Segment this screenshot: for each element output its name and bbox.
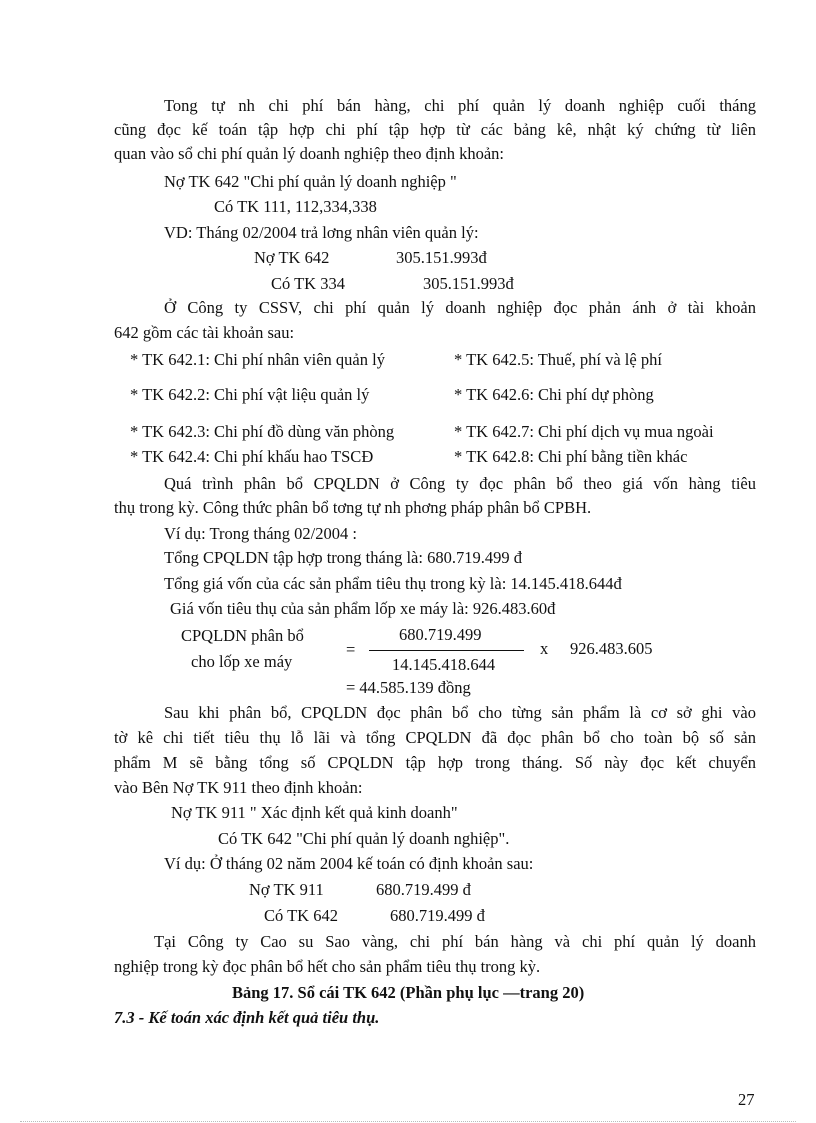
account-item: * TK 642.2: Chi phí vật liệu quản lý (130, 385, 370, 404)
paragraph-line: vào Bên Nợ TK 911 theo định khoản: (114, 778, 363, 797)
paragraph-line: 642 gồm các tài khoản sau: (114, 323, 295, 342)
formula-denominator: 14.145.418.644 (392, 655, 496, 674)
paragraph-line: Giá vốn tiêu thụ của sản phẩm lốp xe máy là: 926.483.60đ (170, 599, 556, 618)
entry-debit: Nợ TK 642 "Chi phí quản lý doanh nghiệp " (164, 172, 457, 191)
paragraph-line: Ở Công ty CSSV, chi phí quản lý doanh nghiệp đọc phản ánh ở tài khoản (164, 298, 756, 317)
paragraph-line: Tại Công ty Cao su Sao vàng, chi phí bán hàng và chi phí quản lý doanh (154, 932, 756, 951)
entry-credit-amount: 680.719.499 đ (390, 906, 485, 925)
paragraph-line: phẩm M sẽ bằng tổng số CPQLDN tập hợp trong tháng. Số này đọc kết chuyển (114, 753, 756, 772)
formula-multiplier: 926.483.605 (570, 639, 653, 658)
formula-label: cho lốp xe máy (191, 652, 293, 671)
formula-numerator: 680.719.499 (399, 625, 482, 644)
entry-credit: Có TK 642 "Chi phí quản lý doanh nghiệp". (218, 829, 510, 848)
fraction-bar (369, 650, 524, 651)
page-bottom-divider (20, 1121, 796, 1122)
paragraph-line: Tổng CPQLDN tập hợp trong tháng là: 680.719.499 đ (164, 548, 522, 567)
paragraph-line: tờ kê chi tiết tiêu thụ lỗ lãi và tổng CPQLDN đã đọc phân bổ cho toàn bộ số sản (114, 728, 756, 747)
example-line: Ví dụ: Ở tháng 02 năm 2004 kế toán có định khoản sau: (164, 854, 534, 873)
entry-debit-amount: 305.151.993đ (396, 248, 487, 267)
entry-credit-account: Có TK 334 (271, 274, 345, 293)
entry-debit-account: Nợ TK 911 (249, 880, 324, 899)
entry-debit-amount: 680.719.499 đ (376, 880, 471, 899)
paragraph-line: thụ trong kỳ. Công thức phân bổ tơng tự nh phơng pháp phân bổ CPBH. (114, 498, 592, 517)
paragraph-line: cũng đọc kế toán tập hợp chi phí tập hợp từ các bảng kê, nhật ký chứng từ liên (114, 120, 756, 139)
account-item: * TK 642.8: Chi phí bằng tiền khác (454, 447, 688, 466)
page-number: 27 (738, 1090, 755, 1109)
paragraph-line: quan vào sổ chi phí quản lý doanh nghiệp theo định khoản: (114, 144, 504, 163)
example-line: VD: Tháng 02/2004 trả lơng nhân viên quản lý: (164, 223, 479, 242)
table-caption: Bảng 17. Sổ cái TK 642 (Phần phụ lục —trang 20) (232, 983, 585, 1002)
paragraph-line: Tổng giá vốn của các sản phẩm tiêu thụ trong kỳ là: 14.145.418.644đ (164, 574, 622, 593)
entry-credit-amount: 305.151.993đ (423, 274, 514, 293)
entry-credit-account: Có TK 642 (264, 906, 338, 925)
account-item: * TK 642.7: Chi phí dịch vụ mua ngoài (454, 422, 714, 441)
example-line: Ví dụ: Trong tháng 02/2004 : (164, 524, 357, 543)
formula-label: CPQLDN phân bổ (181, 626, 304, 645)
entry-credit: Có TK 111, 112,334,338 (214, 197, 377, 216)
formula-times: x (540, 639, 549, 658)
formula-result: = 44.585.139 đồng (346, 678, 471, 697)
account-item: * TK 642.4: Chi phí khấu hao TSCĐ (130, 447, 374, 466)
formula-equals: = (346, 640, 356, 659)
entry-debit: Nợ TK 911 " Xác định kết quả kinh doanh" (171, 803, 458, 822)
entry-debit-account: Nợ TK 642 (254, 248, 330, 267)
paragraph-line: nghiệp trong kỳ đọc phân bổ hết cho sản phẩm tiêu thụ trong kỳ. (114, 957, 541, 976)
account-item: * TK 642.3: Chi phí đồ dùng văn phòng (130, 422, 395, 441)
account-item: * TK 642.1: Chi phí nhân viên quản lý (130, 350, 385, 369)
account-item: * TK 642.6: Chi phí dự phòng (454, 385, 654, 404)
paragraph-line: Tong tự nh chi phí bán hàng, chi phí quản lý doanh nghiệp cuối tháng (164, 96, 756, 115)
paragraph-line: Sau khi phân bổ, CPQLDN đọc phân bổ cho từng sản phẩm là cơ sở ghi vào (164, 703, 756, 722)
paragraph-line: Quá trình phân bổ CPQLDN ở Công ty đọc phân bổ theo giá vốn hàng tiêu (164, 474, 756, 493)
account-item: * TK 642.5: Thuế, phí và lệ phí (454, 350, 662, 369)
section-heading: 7.3 - Kế toán xác định kết quả tiêu thụ. (114, 1008, 380, 1027)
